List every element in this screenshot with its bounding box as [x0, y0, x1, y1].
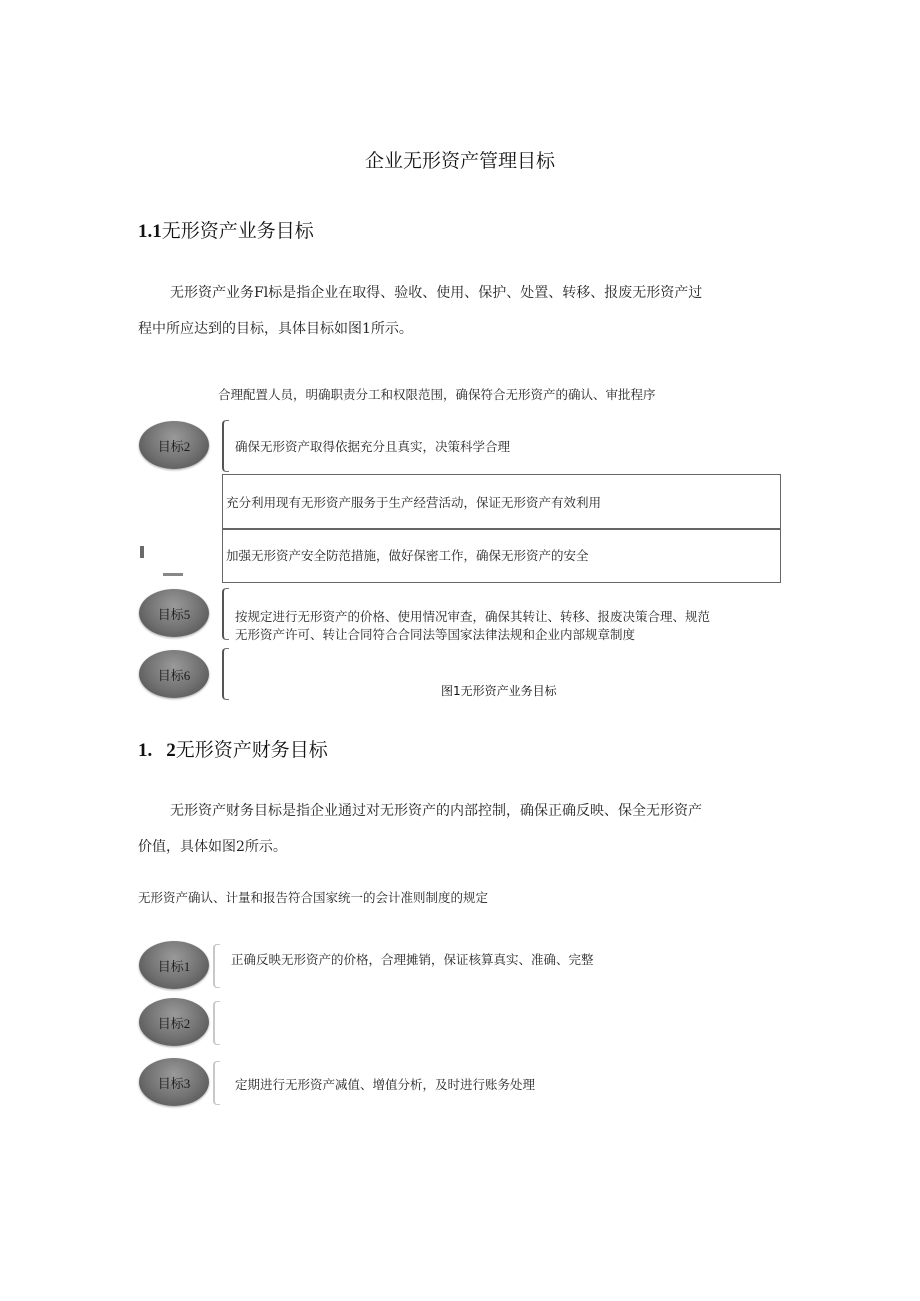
goal-text: 按规定进行无形资产的价格、使用情况审查，确保其转让、转移、报废决策合理、规范: [235, 609, 711, 624]
figure1-top-line: 合理配置人员，明确职责分工和权限范围，确保符合无形资产的确认、审批程序: [218, 387, 656, 402]
goal-pill: 目标6: [139, 650, 209, 698]
document-title: 企业无形资产管理目标: [364, 150, 555, 172]
paragraph-line: 价值，具体如图2所示。: [138, 839, 287, 855]
pill-fragment: [163, 573, 183, 576]
goal-text-line2: 无形资产许可、转让合同符合合同法等国家法律法规和企业内部规章制度: [235, 627, 636, 642]
paragraph-line: 无形资产业务Fl标是指企业在取得、验收、使用、保护、处置、转移、报废无形资产过: [170, 285, 703, 301]
goal-text: 加强无形资产安全防范措施，做好保密工作，确保无形资产的安全: [226, 548, 589, 563]
goal-pill: 目标1: [139, 941, 209, 989]
goal-text: 确保无形资产取得依据充分且真实，决策科学合理: [235, 439, 511, 454]
section-heading-1-1: [138, 216, 314, 243]
goal-pill: 目标2: [139, 421, 209, 469]
figure2-top-line: 无形资产确认、计量和报告符合国家统一的会计准则制度的规定: [138, 890, 489, 905]
goal-pill: 目标5: [139, 589, 209, 637]
goal-pill: 目标3: [139, 1058, 209, 1106]
goal-text: 定期进行无形资产减值、增值分析，及时进行账务处理: [235, 1077, 536, 1092]
goal-bracket: [213, 1061, 220, 1105]
goal-bracket: [213, 944, 220, 988]
goal-bracket: [222, 648, 229, 700]
section-heading-1-2: [138, 735, 328, 762]
goal-bracket: [222, 420, 229, 472]
paragraph-line: 程中所应达到的目标，具体目标如图1所示。: [138, 321, 413, 337]
goal-bracket: [222, 588, 229, 640]
section-number: 1.1: [138, 221, 162, 242]
goal-text: 充分利用现有无形资产服务于生产经营活动，保证无形资产有效利用: [226, 495, 602, 510]
paragraph-line: 无形资产财务目标是指企业通过对无形资产的内部控制，确保正确反映、保全无形资产: [170, 803, 702, 819]
section-heading-text: 无形资产业务目标: [161, 220, 314, 242]
pill-fragment: [140, 546, 144, 558]
section-number: 1.: [138, 740, 153, 761]
figure1-caption: 图1无形资产业务目标: [441, 684, 557, 698]
goal-text: 正确反映无形资产的价格，合理摊销，保证核算真实、准确、完整: [231, 952, 594, 967]
section-number-part2: 2: [166, 740, 176, 761]
goal-pill: 目标2: [139, 998, 209, 1046]
goal-bracket: [213, 1001, 220, 1045]
section-heading-text: 无形资产财务目标: [175, 739, 328, 761]
